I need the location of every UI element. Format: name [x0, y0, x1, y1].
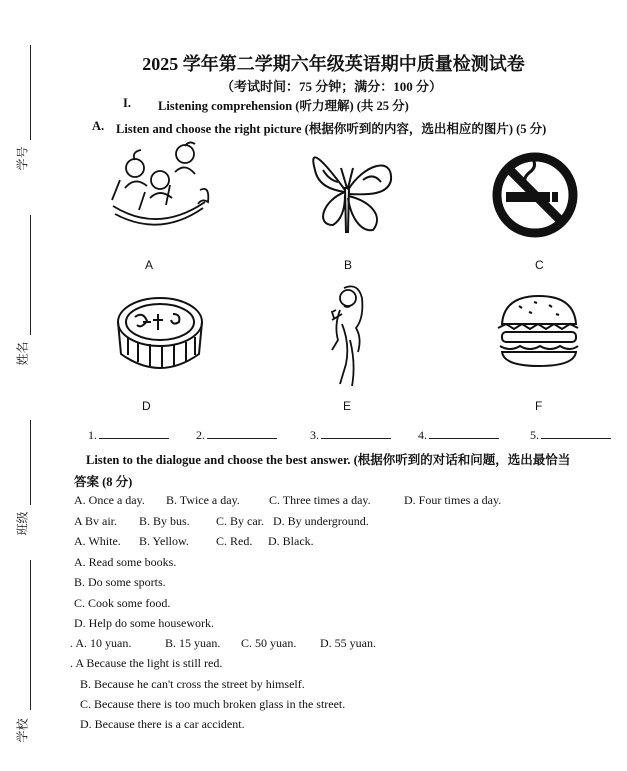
question-6-option-b[interactable]: B. Because he can't cross the street by himself. — [80, 677, 305, 691]
question-5-option-b[interactable]: B. 15 yuan. — [165, 636, 221, 650]
question-6-option-d[interactable]: D. Because there is a car accident. — [80, 717, 245, 731]
mooncake-icon — [113, 292, 208, 382]
question-4-option-b[interactable]: B. Do some sports. — [74, 575, 166, 589]
picture-label: D — [142, 399, 151, 413]
picture-label: B — [344, 258, 353, 272]
question-2-option-d[interactable]: D. By underground. — [273, 514, 369, 528]
picture-label: A — [145, 258, 154, 272]
margin-line — [30, 420, 31, 505]
section-heading: Listening comprehension (听力理解) (共 25 分) — [158, 99, 409, 113]
blank-number: 1. — [88, 428, 97, 442]
question-4-option-d[interactable]: D. Help do some housework. — [74, 616, 214, 630]
picture-label: F — [535, 399, 543, 413]
butterfly-icon — [303, 140, 398, 240]
picture-label: C — [535, 258, 544, 272]
margin-line — [30, 215, 31, 335]
part-b-instruction: Listen to the dialogue and choose the best answer. (根据你听到的对话和问题，选出最恰当 — [86, 453, 571, 467]
blank-line — [429, 428, 499, 439]
answer-blank-2[interactable] — [196, 428, 277, 443]
blank-line — [321, 428, 391, 439]
page-title: 2025 学年第二学期六年级英语期中质量检测试卷 — [142, 54, 525, 74]
question-2-option-c[interactable]: C. By car. — [216, 514, 264, 528]
answer-blank-1[interactable] — [88, 428, 169, 443]
question-5-option-a[interactable]: . A. 10 yuan. — [70, 636, 132, 650]
question-3-option-d[interactable]: D. Black. — [268, 534, 314, 548]
name-label: 姓名 — [15, 341, 30, 366]
question-3-option-b[interactable]: B. Yellow. — [139, 534, 189, 548]
question-1-option-d[interactable]: D. Four times a day. — [404, 493, 502, 507]
girl-singing-icon — [322, 280, 377, 390]
question-6-option-c[interactable]: C. Because there is too much broken glass in the street. — [80, 697, 346, 711]
question-3-option-a[interactable]: A. White. — [74, 534, 121, 548]
section-number: I. — [123, 96, 131, 110]
answer-blank-5[interactable] — [530, 428, 611, 443]
blank-line — [207, 428, 277, 439]
question-1-option-c[interactable]: C. Three times a day. — [269, 493, 371, 507]
question-4-option-c[interactable]: C. Cook some food. — [74, 596, 171, 610]
hamburger-icon — [494, 292, 584, 372]
part-a-instruction: Listen and choose the right picture (根据你听到的内容，选出相应的图片) (5 分) — [116, 122, 547, 136]
no-smoking-icon — [488, 150, 583, 240]
blank-line — [99, 428, 169, 439]
question-5-option-c[interactable]: C. 50 yuan. — [241, 636, 297, 650]
blank-number: 2. — [196, 428, 205, 442]
margin-line — [30, 560, 31, 710]
question-6-option-a[interactable]: . A Because the light is still red. — [70, 656, 223, 670]
part-letter: A. — [92, 119, 105, 133]
blank-number: 5. — [530, 428, 539, 442]
blank-number: 4. — [418, 428, 427, 442]
blank-number: 3. — [310, 428, 319, 442]
part-b-instruction-cont: 答案 (8 分) — [74, 475, 133, 489]
class-label: 班级 — [15, 511, 30, 536]
blank-line — [541, 428, 611, 439]
exam-info: （考试时间：75 分钟；满分：100 分） — [220, 79, 442, 94]
question-1-option-b[interactable]: B. Twice a day. — [166, 493, 240, 507]
answer-blank-4[interactable] — [418, 428, 499, 443]
people-rowing-dragon-boat-icon — [105, 140, 210, 235]
question-1-option-a[interactable]: A. Once a day. — [74, 493, 145, 507]
answer-blank-3[interactable] — [310, 428, 391, 443]
question-3-option-c[interactable]: C. Red. — [216, 534, 253, 548]
picture-label: E — [343, 399, 352, 413]
question-5-option-d[interactable]: D. 55 yuan. — [320, 636, 376, 650]
school-label: 学校 — [15, 718, 30, 743]
question-2-option-b[interactable]: B. By bus. — [139, 514, 190, 528]
seat-number-label: 学号 — [15, 146, 30, 171]
question-4-option-a[interactable]: A. Read some books. — [74, 555, 177, 569]
question-2-option-a[interactable]: A Bv air. — [74, 514, 118, 528]
